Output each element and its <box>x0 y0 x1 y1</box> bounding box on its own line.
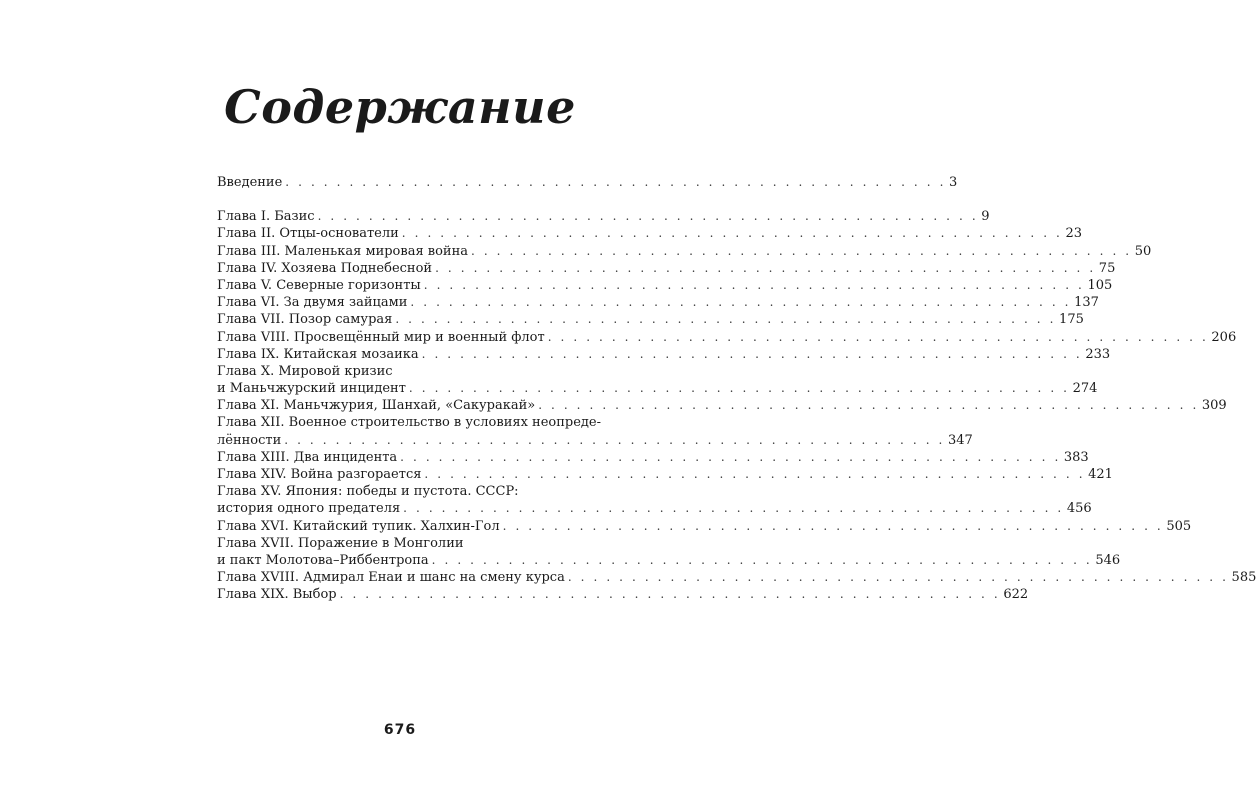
toc-leader-dots: . . . . . . . . . . . . . . . . . . . . . . . . . . . . . . . . . . . . . . . . . . . . . . . . . . . . <box>502 518 1164 533</box>
toc-leader-dots: . . . . . . . . . . . . . . . . . . . . . . . . . . . . . . . . . . . . . . . . . . . . . . . . . . . . <box>471 243 1132 258</box>
toc-entry-page: 383 <box>1063 449 1089 465</box>
toc-entry <box>217 483 599 500</box>
toc-entry-title: Глава XVII. Поражение в Монголии <box>217 535 464 551</box>
toc-entry <box>217 294 1099 311</box>
toc-entry-title: и пакт Молотова–Риббентропа <box>217 552 429 568</box>
toc-entry-title: Глава I. Базис <box>217 209 315 225</box>
toc-entry-title: Глава VI. За двумя зайцами <box>217 295 408 311</box>
toc-leader-dots: . . . . . . . . . . . . . . . . . . . . . . . . . . . . . . . . . . . . . . . . . . . . . . . . . . . . <box>395 312 1057 327</box>
toc-leader-dots: . . . . . . . . . . . . . . . . . . . . . . . . . . . . . . . . . . . . . . . . . . . . . . . . . . . . <box>410 295 1072 310</box>
toc-entry-title: и Маньчжурский инцидент <box>217 381 406 397</box>
toc-entry <box>217 260 1116 277</box>
toc-leader-dots: . . . . . . . . . . . . . . . . . . . . . . . . . . . . . . . . . . . . . . . . . . . . . . . . . . . . <box>284 432 945 447</box>
toc-entry-title: Глава IV. Хозяева Поднебесной <box>217 260 433 276</box>
toc-leader-dots: . . . . . . . . . . . . . . . . . . . . . . . . . . . . . . . . . . . . . . . . . . . . . . . . . . . . <box>424 467 1086 481</box>
page-number: 676 <box>383 722 417 738</box>
toc-entry-title: Глава V. Северные горизонты <box>217 277 421 293</box>
toc-entry-title: Глава III. Маленькая мировая война <box>217 243 469 259</box>
toc-leader-dots: . . . . . . . . . . . . . . . . . . . . . . . . . . . . . . . . . . . . . . . . . . . . . . . . . . . . <box>421 346 1083 361</box>
toc-entry <box>217 363 599 380</box>
toc-entry-page: 206 <box>1211 329 1237 345</box>
toc-entry-page: 233 <box>1085 346 1111 362</box>
page-title: Содержание <box>224 80 576 134</box>
toc-leader-dots: . . . . . . . . . . . . . . . . . . . . . . . . . . . . . . . . . . . . . . . . . . . . . . . . . . . . <box>400 449 1061 464</box>
toc-entry-title: Введение <box>217 175 283 190</box>
toc-leader-dots: . . . . . . . . . . . . . . . . . . . . . . . . . . . . . . . . . . . . . . . . . . . . . . . . . . . . <box>435 260 1096 275</box>
toc-entry-page: 105 <box>1087 277 1113 293</box>
toc-entry-page: 585 <box>1231 570 1256 586</box>
toc-entry-title: Глава IX. Китайская мозаика <box>217 346 419 362</box>
toc-entry-page: 50 <box>1134 243 1152 259</box>
toc-entry <box>217 174 958 191</box>
toc-entry <box>217 329 1237 346</box>
toc-entry <box>217 569 1256 586</box>
toc-entry-title: Глава VIII. Просвещённый мир и военный флот <box>217 329 545 345</box>
toc-entry <box>217 243 1152 260</box>
toc-entry-title: Глава XVI. Китайский тупик. Халхин-Гол <box>217 518 500 534</box>
toc-leader-dots: . . . . . . . . . . . . . . . . . . . . . . . . . . . . . . . . . . . . . . . . . . . . . . . . . . . . <box>431 552 1093 567</box>
toc-leader-dots: . . . . . . . . . . . . . . . . . . . . . . . . . . . . . . . . . . . . . . . . . . . . . . . . . . . . <box>567 570 1229 585</box>
toc-entry-title: Глава XII. Военное строительство в условиях неопреде- <box>217 415 601 431</box>
toc-entry <box>217 586 1029 603</box>
toc-entry-title: Глава II. Отцы-основатели <box>217 226 399 242</box>
toc-entry <box>217 518 1192 535</box>
toc-entry-title: Глава VII. Позор самурая <box>217 312 393 328</box>
toc-entry-page: 274 <box>1072 381 1098 397</box>
toc-leader-dots: . . . . . . . . . . . . . . . . . . . . . . . . . . . . . . . . . . . . . . . . . . . . . . . . . . . . <box>538 398 1199 413</box>
toc-entry-title: Глава X. Мировой кризис <box>217 363 393 379</box>
toc-entry-title: Глава XIX. Выбор <box>217 587 337 603</box>
toc-entry <box>217 432 973 449</box>
toc-entry <box>217 414 599 431</box>
toc-leader-dots: . . . . . . . . . . . . . . . . . . . . . . . . . . . . . . . . . . . . . . . . . . . . . . . . . . . . <box>547 329 1209 344</box>
toc-entry-page: 9 <box>981 209 990 225</box>
toc-entry <box>217 535 599 552</box>
toc-leader-dots: . . . . . . . . . . . . . . . . . . . . . . . . . . . . . . . . . . . . . . . . . . . . . . . . . . . . <box>401 226 1063 241</box>
toc-entry-title: Глава XI. Маньчжурия, Шанхай, «Сакуракай» <box>217 398 536 414</box>
toc-entry-page: 309 <box>1201 398 1227 414</box>
toc-leader-dots: . . . . . . . . . . . . . . . . . . . . . . . . . . . . . . . . . . . . . . . . . . . . . . . . . . . . <box>317 209 979 224</box>
toc-entry-page: 3 <box>949 175 958 190</box>
toc-entry <box>217 449 1089 466</box>
toc-entry-page: 505 <box>1166 518 1192 534</box>
toc-entry-title: лённости <box>217 432 282 448</box>
toc-leader-dots: . . . . . . . . . . . . . . . . . . . . . . . . . . . . . . . . . . . . . . . . . . . . . . . . . . . . <box>339 587 1001 602</box>
toc-entry <box>217 208 990 225</box>
toc-entry-page: 546 <box>1095 552 1121 568</box>
toc-entry-page: 23 <box>1065 226 1083 242</box>
toc-entry-title: Глава XIV. Война разгорается <box>217 467 422 482</box>
toc-entry-title: Глава XIII. Два инцидента <box>217 449 398 465</box>
toc-entry-page: 421 <box>1088 467 1113 482</box>
toc-leader-dots: . . . . . . . . . . . . . . . . . . . . . . . . . . . . . . . . . . . . . . . . . . . . . . . . . . . . <box>408 381 1070 396</box>
toc-leader-dots: . . . . . . . . . . . . . . . . . . . . . . . . . . . . . . . . . . . . . . . . . . . . . . . . . . . . <box>403 501 1064 516</box>
toc-leader-dots: . . . . . . . . . . . . . . . . . . . . . . . . . . . . . . . . . . . . . . . . . . . . . . . . . . . . <box>285 175 946 189</box>
toc-entry <box>217 277 1113 294</box>
toc-entry-page: 456 <box>1066 501 1092 517</box>
toc-entry-page: 622 <box>1003 587 1029 603</box>
toc-entry <box>217 466 1113 483</box>
toc-entry-title: история одного предателя <box>217 501 401 517</box>
toc-entry <box>217 500 1092 517</box>
toc-leader-dots: . . . . . . . . . . . . . . . . . . . . . . . . . . . . . . . . . . . . . . . . . . . . . . . . . . . . <box>423 277 1085 292</box>
toc-entry <box>217 552 1121 569</box>
toc-entry <box>217 397 1227 414</box>
toc-entry-page: 347 <box>947 432 973 448</box>
toc-entry-title: Глава XV. Япония: победы и пустота. СССР: <box>217 484 519 500</box>
toc-entry-page: 175 <box>1059 312 1084 328</box>
toc-entry-page: 75 <box>1098 260 1116 276</box>
toc-spacer <box>217 191 599 208</box>
toc-entry-page: 137 <box>1074 295 1099 311</box>
toc-entry <box>217 225 1083 242</box>
toc-entry <box>217 380 1098 397</box>
toc-entry <box>217 311 1084 328</box>
toc-entry-title: Глава XVIII. Адмирал Енаи и шанс на смену курса <box>217 570 565 586</box>
toc-entry <box>217 346 1111 363</box>
table-of-contents <box>217 174 1256 604</box>
